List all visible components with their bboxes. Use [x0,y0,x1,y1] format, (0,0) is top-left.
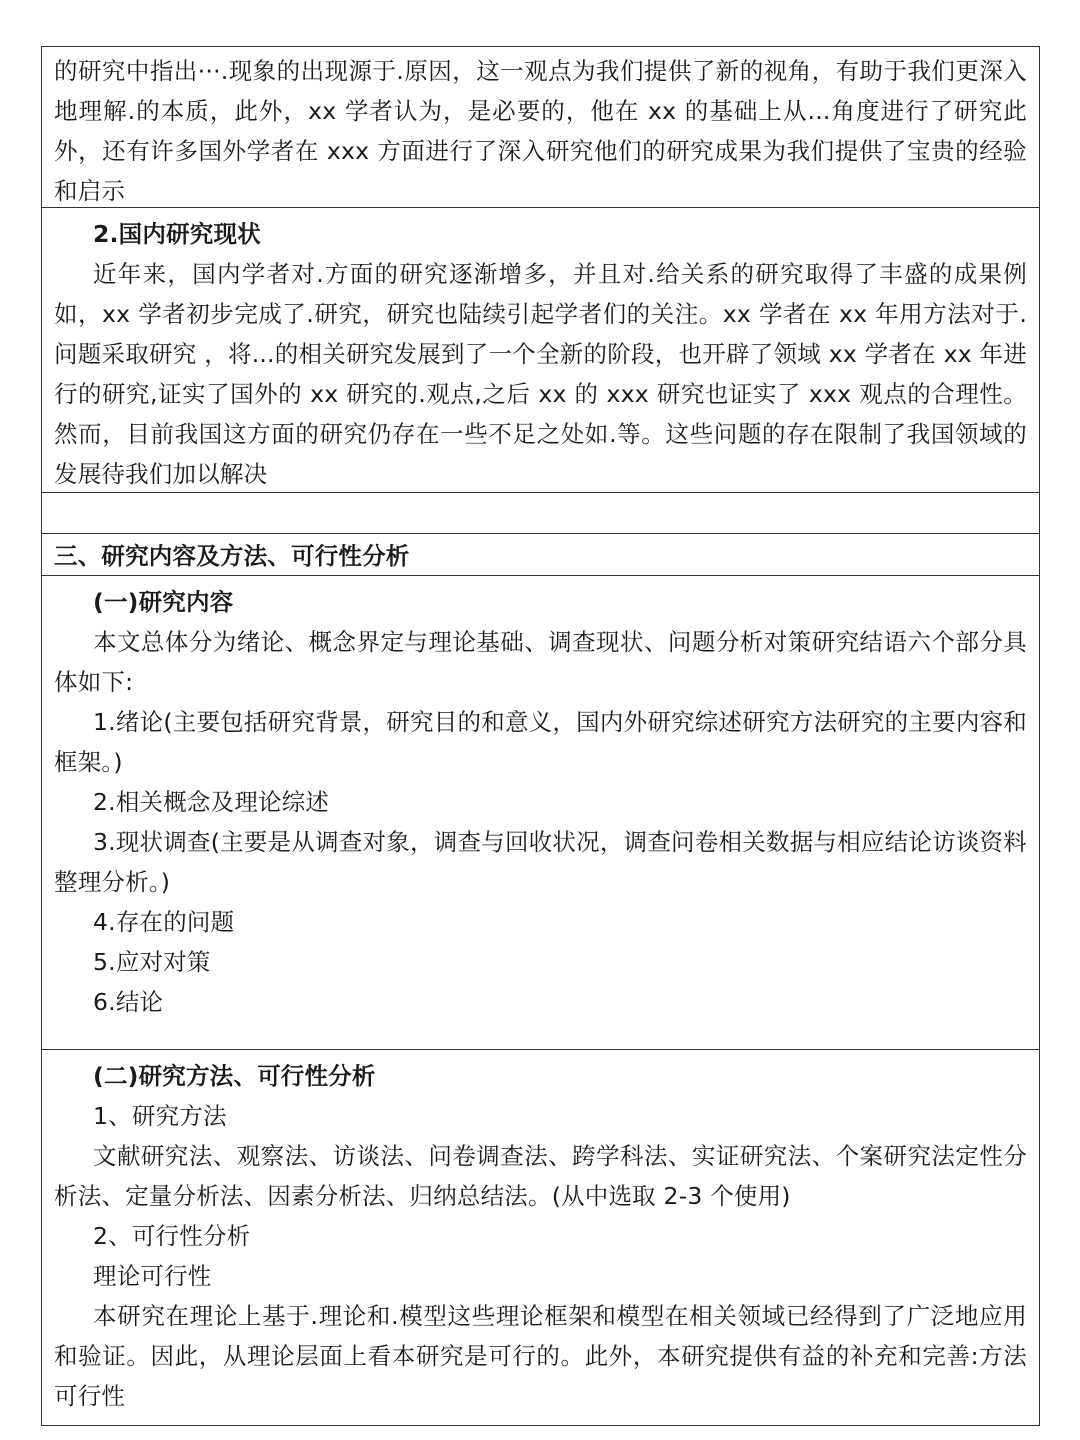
theory-feasibility-paragraph: 本研究在理论上基于.理论和.模型这些理论框架和模型在相关领域已经得到了广泛地应用和验证。因此，从理论层面上看本研究是可行的。此外，本研究提供有益的补充和完善:方法可行性 [54,1302,1027,1410]
methods-feasibility-heading: (二)研究方法、可行性分析 [93,1062,376,1090]
content-item: 6.结论 [93,988,164,1016]
content-item: 4.存在的问题 [93,908,235,936]
content-item: 3.现状调查(主要是从调查对象，调查与回收状况，调查问卷相关数据与相应结论访谈资料整理分析。) [54,828,1027,896]
foreign-research-cell [42,47,1039,208]
research-content-intro: 本文总体分为绪论、概念界定与理论基础、调查现状、问题分析对策研究结语六个部分具体如下: [54,628,1027,696]
domestic-research-heading: 2.国内研究现状 [93,220,261,248]
foreign-research-paragraph: 的研究中指出···.现象的出现源于.原因，这一观点为我们提供了新的视角，有助于我们更深入地理解.的本质，此外，xx 学者认为，是必要的，他在 xx 的基础上从...角度进行了研究此外，还有许多国外学者在 xxx 方面进行了深入研究他们的研究成果为我们提供了宝贵的经验和启示 [54,57,1027,205]
content-item: 1.绪论(主要包括研究背景，研究目的和意义，国内外研究综述研究方法研究的主要内容和框架。) [54,708,1027,776]
methods-feasibility-cell [42,1050,1039,1425]
section-three-heading: 三、研究内容及方法、可行性分析 [54,542,410,570]
section-three-cell [42,534,1039,576]
domestic-research-cell [42,208,1039,493]
content-item: 2.相关概念及理论综述 [93,788,330,816]
research-content-cell [42,576,1039,1050]
methods-subheading: 1、研究方法 [93,1102,227,1130]
empty-cell [42,493,1039,534]
feasibility-subheading: 2、可行性分析 [93,1222,251,1250]
research-content-heading: (一)研究内容 [93,588,234,616]
domestic-research-paragraph: 近年来，国内学者对.方面的研究逐渐增多，并且对.给关系的研究取得了丰盛的成果例如，xx 学者初步完成了.研究，研究也陆续引起学者们的关注。xx 学者在 xx 年用方法对于.问题采取研究 ，将...的相关研究发展到了一个全新的阶段，也开辟了领域 xx 学者在 xx 年进行的研究,证实了国外的 xx 研究的.观点,之后 xx 的 xxx 研究也证实了 xxx 观点的合理性。然而，目前我国这方面的研究仍存在一些不足之处如.等。这些问题的存在限制了我国领域的发展待我们加以解决 [54,260,1027,488]
theory-feasibility-label: 理论可行性 [93,1262,212,1290]
proposal-table [41,46,1040,1426]
methods-list: 文献研究法、观察法、访谈法、问卷调查法、跨学科法、实证研究法、个案研究法定性分析法、定量分析法、因素分析法、归纳总结法。(从中选取 2-3 个使用) [54,1142,1027,1210]
content-item: 5.应对对策 [93,948,211,976]
